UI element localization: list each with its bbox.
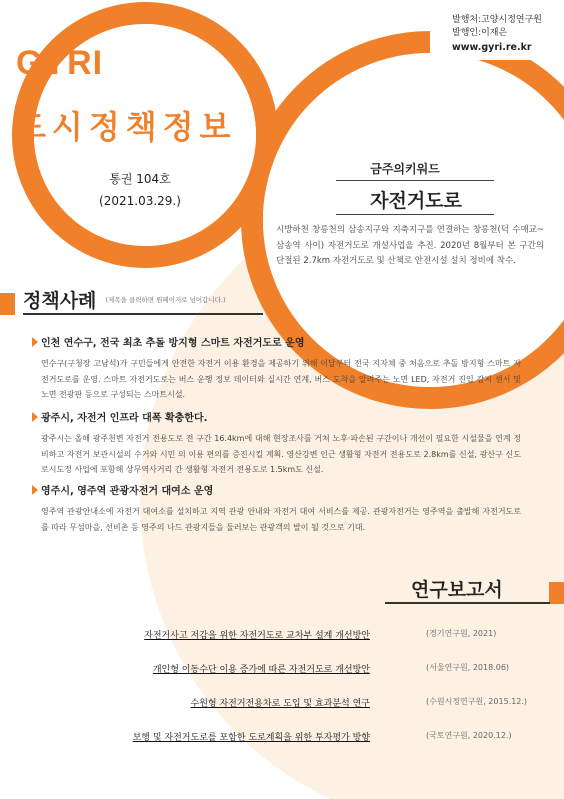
policy-section-header [23, 286, 226, 313]
keyword-title: 자전거도로 [370, 190, 462, 212]
report-source: (경기연구원, 2021) [426, 629, 497, 638]
publisher-info [452, 14, 542, 54]
report-title-link[interactable]: 수원형 자전거전용차로 도입 및 효과분석 연구 [190, 699, 370, 709]
divider [336, 214, 494, 215]
policy-section-title: 정책사례 [23, 290, 97, 312]
report-source: (수원시정연구원, 2015.12.) [426, 697, 528, 706]
case-title-link[interactable]: 인천 연수구, 전국 최초 추돌 방지형 스마트 자전거도로 운영 [41, 338, 305, 349]
policy-section-note: (제목을 클릭하면 원페이지로 넘어갑니다.) [105, 296, 226, 304]
gyri-logo: GYRI [16, 44, 104, 82]
divider [23, 313, 263, 315]
keyword-description: 시방하천 창릉천의 삼송지구와 지축지구를 연결하는 창릉천(덕 수매교~삼송역 사이) 자전거도로 개설사업을 추진. 2020년 8월부터 본 구간의 단절된 2.7km 자전거도로 및 산책로 안전시설 설치 정비에 착수. [276, 225, 544, 266]
case-body: 영주역 관광안내소에 자전거 대여소를 설치하고 지역 관광 안내와 자전거 대여 서비스를 제공. 관광자전거는 영주역을 출발해 자전거도로를 따라 무섬마을, 선비촌 등 영주의 나드 관광지들을 둘러보는 관광객의 발이 될 것으로 기대. [41, 507, 521, 532]
publisher-name: 발행인:이재은 [452, 28, 508, 38]
section-marker-bar [0, 293, 15, 315]
issue-info [97, 168, 183, 212]
keyword-heading: 금주의키워드 [370, 162, 440, 176]
policy-case [41, 409, 521, 478]
report-marker-bar [549, 582, 564, 604]
reports-section-title: 연구보고서 [411, 579, 503, 601]
report-source: (서울연구원, 2018.06) [426, 663, 510, 672]
document-title: 도시정책정보 [15, 108, 237, 146]
issue-date: (2021.03.29.) [99, 194, 181, 208]
publisher-site-link[interactable]: www.gyri.re.kr [452, 42, 532, 53]
publisher-line: 발행처:고양시정연구원 [452, 15, 542, 25]
case-body: 광주시는 올해 광주천변 자전거 전용도로 전 구간 16.4km에 대해 현장조사를 거쳐 노후·파손된 구간이나 개선이 필요한 시설물을 연계 정비하고 자전거 보관시설의 수거와 시민 의 이용 편의를 증진시킬 계획. 영산강변 인근 생활형 자전거 전용도로 2.8km를 신설, 광산구 신도로시도정 사업에 포함해 상무역사거리 간 생활형 자전거 전용도로 1.5km도 신설. [41, 434, 521, 474]
report-source: (국토연구원, 2020.12.) [426, 731, 512, 740]
report-title-link[interactable]: 보행 및 자전거도로를 포함한 도로계획을 위한 투자평가 방향 [132, 733, 370, 743]
triangle-bullet-icon [32, 412, 38, 422]
policy-case [41, 334, 521, 403]
triangle-bullet-icon [32, 337, 38, 347]
case-title-link[interactable]: 광주시, 자전거 인프라 대폭 확충한다. [41, 413, 208, 424]
issue-number: 통권 104호 [109, 172, 171, 186]
triangle-bullet-icon [32, 485, 38, 495]
divider [336, 180, 494, 181]
report-title-link[interactable]: 개인형 이동수단 이용 증가에 따른 자전거도로 개선방안 [152, 665, 370, 675]
policy-case [41, 482, 521, 535]
report-title-link[interactable]: 자전거사고 저감을 위한 자전거도로 교차부 설계 개선방안 [144, 631, 370, 641]
case-body: 연수구(구청장 고남석)가 구민들에게 안전한 자전거 이용 환경을 제공하기 위해 이달부터 전국 지자체 중 처음으로 추돌 방지형 스마트 자전거도로를 운영. 스마트 자전거도로는 버스 운행 정보 데이터와 실시간 연계, 버스 도착을 알려주는 노면 LED, 자전거 진입 감지 센서 및 노면 전광판 등으로 구성되는 스마트시설. [41, 359, 521, 399]
divider [385, 602, 550, 604]
case-title-link[interactable]: 영주시, 영주역 관광자전거 대여소 운영 [41, 486, 214, 497]
